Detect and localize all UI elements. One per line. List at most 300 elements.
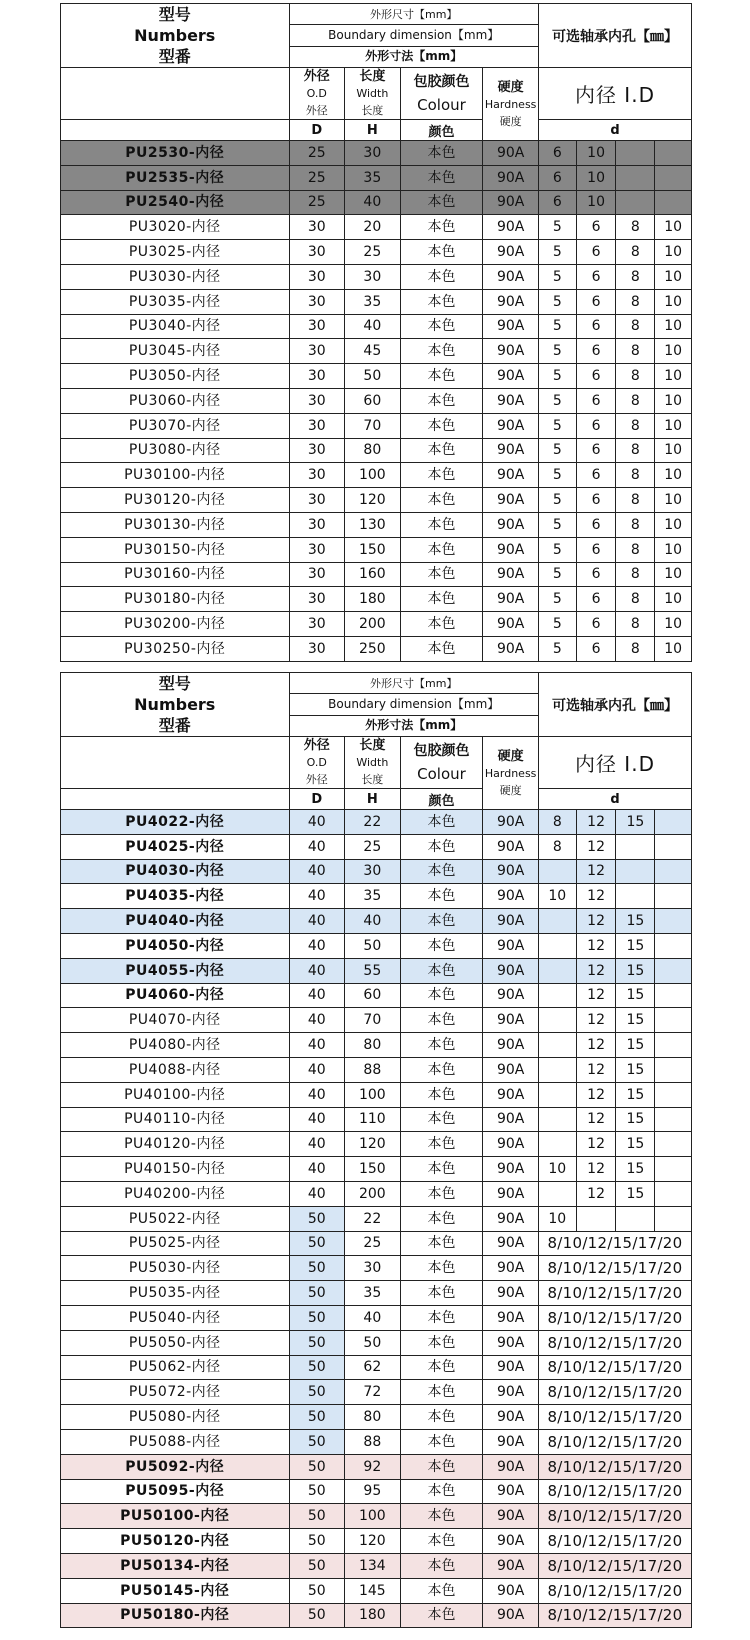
width-value: 100 (345, 463, 401, 488)
bore-options: 8/10/12/15/17/20 (538, 1553, 691, 1578)
model-number: PU4030-内径 (61, 859, 290, 884)
bore-option (538, 1082, 576, 1107)
width-value: 35 (345, 884, 401, 909)
table-row (61, 264, 692, 289)
model-number: PU5088-内径 (61, 1429, 290, 1454)
bore-option (655, 1181, 692, 1206)
bore-option: 6 (576, 364, 616, 389)
table-row (61, 215, 692, 240)
symbol-color: 颜色 (400, 120, 483, 141)
outer-diameter: 30 (289, 488, 345, 513)
bore-option: 6 (576, 215, 616, 240)
outer-diameter: 50 (289, 1405, 345, 1430)
colour-value: 本色 (400, 1157, 483, 1182)
table-row (61, 438, 692, 463)
bore-option: 15 (616, 1057, 655, 1082)
model-number: PU30150-内径 (61, 537, 290, 562)
outer-diameter: 50 (289, 1529, 345, 1554)
width-value: 100 (345, 1082, 401, 1107)
bore-option: 6 (576, 413, 616, 438)
outer-diameter: 50 (289, 1305, 345, 1330)
bore-option (655, 834, 692, 859)
bore-option: 8 (616, 438, 655, 463)
table-row (61, 512, 692, 537)
table-row (61, 958, 692, 983)
bore-options: 8/10/12/15/17/20 (538, 1256, 691, 1281)
hardness-value: 90A (483, 1479, 539, 1504)
numbers-header-cell (61, 4, 290, 68)
hardness-header: 硬度 Hardness 硬度 (483, 737, 539, 810)
hardness-value: 90A (483, 909, 539, 934)
outer-diameter: 30 (289, 463, 345, 488)
hardness-value: 90A (483, 364, 539, 389)
bore-option: 5 (538, 364, 576, 389)
table-row (61, 1355, 692, 1380)
numbers-header-en: Numbers (134, 695, 216, 714)
bore-option (616, 884, 655, 909)
bore-option (655, 1206, 692, 1231)
bore-option: 10 (655, 364, 692, 389)
table-row (61, 1429, 692, 1454)
bore-option: 8 (538, 834, 576, 859)
colour-value: 本色 (400, 1206, 483, 1231)
bore-option: 10 (655, 240, 692, 265)
width-value: 120 (345, 1529, 401, 1554)
bore-option: 5 (538, 388, 576, 413)
bore-option (655, 983, 692, 1008)
bore-option (538, 1033, 576, 1058)
bore-option: 6 (576, 512, 616, 537)
colour-value: 本色 (400, 240, 483, 265)
width-value: 70 (345, 413, 401, 438)
colour-value: 本色 (400, 1553, 483, 1578)
colour-value: 本色 (400, 1454, 483, 1479)
width-value: 30 (345, 859, 401, 884)
width-value: 40 (345, 909, 401, 934)
bore-option: 5 (538, 562, 576, 587)
outer-diameter: 30 (289, 438, 345, 463)
bore-option: 6 (576, 537, 616, 562)
bore-option: 5 (538, 463, 576, 488)
table-row (61, 933, 692, 958)
table-row (61, 190, 692, 215)
bore-option: 8 (616, 289, 655, 314)
width-value: 40 (345, 1305, 401, 1330)
width-value: 88 (345, 1429, 401, 1454)
hardness-value: 90A (483, 1603, 539, 1628)
bore-option: 15 (616, 958, 655, 983)
width-value: 120 (345, 488, 401, 513)
numbers-header-cn: 型号 (158, 5, 191, 24)
symbol-d-lower: d (538, 120, 691, 141)
colour-value: 本色 (400, 810, 483, 835)
outer-diameter: 30 (289, 587, 345, 612)
bore-option: 8 (538, 810, 576, 835)
bore-option: 8 (616, 463, 655, 488)
outer-diameter: 50 (289, 1553, 345, 1578)
od-header: 外径 O.D 外径 (289, 68, 345, 120)
outer-diameter: 40 (289, 1157, 345, 1182)
table-row (61, 1305, 692, 1330)
hardness-value: 90A (483, 1033, 539, 1058)
bore-option: 10 (655, 537, 692, 562)
table-row (61, 810, 692, 835)
table-row (61, 537, 692, 562)
bore-option: 15 (616, 1082, 655, 1107)
colour-value: 本色 (400, 438, 483, 463)
bore-option: 12 (576, 1033, 616, 1058)
hardness-value: 90A (483, 1355, 539, 1380)
model-number: PU5030-内径 (61, 1256, 290, 1281)
colour-value: 本色 (400, 1281, 483, 1306)
symbol-h: H (345, 120, 401, 141)
hardness-value: 90A (483, 165, 539, 190)
bore-option: 6 (576, 314, 616, 339)
width-value: 35 (345, 1281, 401, 1306)
hardness-value: 90A (483, 264, 539, 289)
model-number: PU40100-内径 (61, 1082, 290, 1107)
bore-option: 10 (655, 215, 692, 240)
colour-value: 本色 (400, 512, 483, 537)
bore-option (538, 909, 576, 934)
width-value: 30 (345, 141, 401, 166)
hardness-value: 90A (483, 859, 539, 884)
width-value: 120 (345, 1132, 401, 1157)
bore-option: 5 (538, 413, 576, 438)
dimension-header-en: Boundary dimension【mm】 (289, 25, 538, 46)
bore-option: 10 (655, 612, 692, 637)
hardness-value: 90A (483, 933, 539, 958)
symbol-h: H (345, 789, 401, 810)
bore-option (655, 190, 692, 215)
od-header: 外径 O.D 外径 (289, 737, 345, 789)
bore-option: 10 (655, 463, 692, 488)
table-row (61, 909, 692, 934)
bore-option: 8 (616, 587, 655, 612)
bore-option (538, 1008, 576, 1033)
table-row (61, 314, 692, 339)
table-row (61, 1033, 692, 1058)
table-row (61, 834, 692, 859)
hardness-value: 90A (483, 1231, 539, 1256)
width-value: 22 (345, 1206, 401, 1231)
hardness-value: 90A (483, 1578, 539, 1603)
colour-value: 本色 (400, 1057, 483, 1082)
dimension-header-jp: 外形寸法【mm】 (289, 715, 538, 736)
outer-diameter: 40 (289, 1008, 345, 1033)
colour-value: 本色 (400, 1033, 483, 1058)
outer-diameter: 40 (289, 933, 345, 958)
bore-option (655, 141, 692, 166)
bore-option: 15 (616, 983, 655, 1008)
bore-option: 6 (538, 165, 576, 190)
outer-diameter: 40 (289, 983, 345, 1008)
hardness-value: 90A (483, 834, 539, 859)
hardness-value: 90A (483, 215, 539, 240)
bore-option: 15 (616, 1107, 655, 1132)
bore-option (576, 1206, 616, 1231)
bore-options: 8/10/12/15/17/20 (538, 1231, 691, 1256)
dimension-header-cn: 外形尺寸【mm】 (289, 4, 538, 25)
outer-diameter: 40 (289, 1181, 345, 1206)
outer-diameter: 40 (289, 909, 345, 934)
model-number: PU5025-内径 (61, 1231, 290, 1256)
model-number: PU50180-内径 (61, 1603, 290, 1628)
bore-option (655, 859, 692, 884)
outer-diameter: 40 (289, 1082, 345, 1107)
table-row (61, 1107, 692, 1132)
bore-option (616, 834, 655, 859)
width-value: 35 (345, 289, 401, 314)
width-value: 40 (345, 190, 401, 215)
width-value: 45 (345, 339, 401, 364)
bore-option: 12 (576, 859, 616, 884)
bore-option: 8 (616, 612, 655, 637)
hardness-value: 90A (483, 463, 539, 488)
outer-diameter: 25 (289, 190, 345, 215)
bore-option (538, 1132, 576, 1157)
table-row (61, 1008, 692, 1033)
bore-option: 6 (576, 612, 616, 637)
hardness-value: 90A (483, 1256, 539, 1281)
model-number: PU4055-内径 (61, 958, 290, 983)
bore-option: 5 (538, 587, 576, 612)
table-row (61, 1603, 692, 1628)
hardness-value: 90A (483, 537, 539, 562)
width-value: 25 (345, 834, 401, 859)
outer-diameter: 40 (289, 859, 345, 884)
hardness-value: 90A (483, 1454, 539, 1479)
bore-option (655, 1057, 692, 1082)
hardness-value: 90A (483, 1330, 539, 1355)
table-row (61, 884, 692, 909)
width-header: 长度 Width 长度 (345, 68, 401, 120)
table-row (61, 1157, 692, 1182)
bore-option (655, 165, 692, 190)
model-number: PU5080-内径 (61, 1405, 290, 1430)
bore-option: 5 (538, 240, 576, 265)
bore-option: 15 (616, 810, 655, 835)
bore-option: 12 (576, 884, 616, 909)
table-row (61, 1578, 692, 1603)
table-row (61, 587, 692, 612)
width-value: 145 (345, 1578, 401, 1603)
bore-option: 10 (538, 1157, 576, 1182)
outer-diameter: 50 (289, 1330, 345, 1355)
colour-value: 本色 (400, 463, 483, 488)
hardness-value: 90A (483, 438, 539, 463)
bore-option: 10 (655, 289, 692, 314)
width-value: 80 (345, 438, 401, 463)
hardness-value: 90A (483, 1429, 539, 1454)
bore-option (616, 1206, 655, 1231)
model-number: PU5040-内径 (61, 1305, 290, 1330)
table-row (61, 1181, 692, 1206)
table-body (61, 810, 692, 1628)
hardness-value: 90A (483, 884, 539, 909)
outer-diameter: 30 (289, 240, 345, 265)
outer-diameter: 40 (289, 1107, 345, 1132)
dimension-header-en: Boundary dimension【mm】 (289, 694, 538, 715)
table-row (61, 612, 692, 637)
bore-option (655, 958, 692, 983)
bore-option: 6 (576, 240, 616, 265)
outer-diameter: 30 (289, 264, 345, 289)
hardness-value: 90A (483, 958, 539, 983)
model-number: PU3045-内径 (61, 339, 290, 364)
bore-option: 6 (538, 190, 576, 215)
bore-options: 8/10/12/15/17/20 (538, 1479, 691, 1504)
hardness-value: 90A (483, 1281, 539, 1306)
bore-option: 5 (538, 289, 576, 314)
colour-value: 本色 (400, 1355, 483, 1380)
hardness-value: 90A (483, 240, 539, 265)
model-number: PU4070-内径 (61, 1008, 290, 1033)
hardness-value: 90A (483, 1057, 539, 1082)
model-number: PU5022-内径 (61, 1206, 290, 1231)
bore-option (655, 810, 692, 835)
hardness-value: 90A (483, 339, 539, 364)
model-number: PU2535-内径 (61, 165, 290, 190)
outer-diameter: 25 (289, 165, 345, 190)
table-row (61, 1330, 692, 1355)
colour-value: 本色 (400, 612, 483, 637)
hardness-header: 硬度 Hardness 硬度 (483, 68, 539, 141)
hardness-value: 90A (483, 413, 539, 438)
model-number: PU2540-内径 (61, 190, 290, 215)
outer-diameter: 50 (289, 1256, 345, 1281)
bore-option (538, 983, 576, 1008)
model-number: PU5072-内径 (61, 1380, 290, 1405)
bore-option (655, 884, 692, 909)
model-number: PU2530-内径 (61, 141, 290, 166)
header-row (61, 673, 692, 694)
table-row (61, 1454, 692, 1479)
bore-option: 5 (538, 537, 576, 562)
colour-header: 包胶颜色 Colour (400, 68, 483, 120)
bore-option (655, 1107, 692, 1132)
table-row (61, 1405, 692, 1430)
colour-value: 本色 (400, 1578, 483, 1603)
colour-value: 本色 (400, 834, 483, 859)
colour-value: 本色 (400, 562, 483, 587)
model-number: PU4050-内径 (61, 933, 290, 958)
bore-option: 10 (655, 636, 692, 661)
width-value: 62 (345, 1355, 401, 1380)
colour-value: 本色 (400, 1330, 483, 1355)
outer-diameter: 40 (289, 1033, 345, 1058)
spec-table-40-50mm (60, 672, 692, 1628)
bore-option: 15 (616, 1157, 655, 1182)
model-number: PU3080-内径 (61, 438, 290, 463)
bore-option: 10 (655, 587, 692, 612)
hardness-value: 90A (483, 1380, 539, 1405)
colour-value: 本色 (400, 636, 483, 661)
model-number: PU30160-内径 (61, 562, 290, 587)
colour-value: 本色 (400, 933, 483, 958)
model-number: PU3070-内径 (61, 413, 290, 438)
colour-value: 本色 (400, 1231, 483, 1256)
model-number: PU5050-内径 (61, 1330, 290, 1355)
table-body (61, 141, 692, 662)
numbers-header-cell (61, 673, 290, 737)
model-number: PU4040-内径 (61, 909, 290, 934)
model-number: PU30180-内径 (61, 587, 290, 612)
bore-option: 8 (616, 537, 655, 562)
bore-option: 6 (576, 463, 616, 488)
colour-value: 本色 (400, 1082, 483, 1107)
model-number: PU4060-内径 (61, 983, 290, 1008)
bore-option: 8 (616, 413, 655, 438)
hardness-value: 90A (483, 636, 539, 661)
width-value: 160 (345, 562, 401, 587)
bore-header: 可选轴承内孔【㎜】 (538, 673, 691, 737)
bore-options: 8/10/12/15/17/20 (538, 1355, 691, 1380)
colour-value: 本色 (400, 1107, 483, 1132)
bore-option: 6 (576, 388, 616, 413)
bore-options: 8/10/12/15/17/20 (538, 1380, 691, 1405)
colour-value: 本色 (400, 1405, 483, 1430)
model-number: PU50145-内径 (61, 1578, 290, 1603)
width-value: 35 (345, 165, 401, 190)
bore-option: 15 (616, 1033, 655, 1058)
colour-value: 本色 (400, 1132, 483, 1157)
model-number: PU50120-内径 (61, 1529, 290, 1554)
outer-diameter: 30 (289, 314, 345, 339)
table-row (61, 859, 692, 884)
numbers-header-jp: 型番 (158, 716, 191, 735)
width-value: 20 (345, 215, 401, 240)
bore-option: 8 (616, 240, 655, 265)
hardness-value: 90A (483, 562, 539, 587)
bore-options: 8/10/12/15/17/20 (538, 1603, 691, 1628)
outer-diameter: 40 (289, 810, 345, 835)
width-header: 长度 Width 长度 (345, 737, 401, 789)
colour-value: 本色 (400, 289, 483, 314)
model-number: PU5062-内径 (61, 1355, 290, 1380)
hardness-value: 90A (483, 612, 539, 637)
outer-diameter: 30 (289, 636, 345, 661)
model-number: PU4035-内径 (61, 884, 290, 909)
colour-value: 本色 (400, 215, 483, 240)
width-value: 22 (345, 810, 401, 835)
colour-value: 本色 (400, 909, 483, 934)
bore-option (655, 1008, 692, 1033)
symbol-row (61, 120, 692, 141)
model-number: PU3035-内径 (61, 289, 290, 314)
table-row (61, 983, 692, 1008)
width-value: 88 (345, 1057, 401, 1082)
bore-option: 6 (576, 488, 616, 513)
bore-option: 5 (538, 215, 576, 240)
model-number: PU50100-内径 (61, 1504, 290, 1529)
bore-option: 5 (538, 488, 576, 513)
model-number: PU4025-内径 (61, 834, 290, 859)
bore-option: 10 (576, 141, 616, 166)
model-number: PU3020-内径 (61, 215, 290, 240)
table-row (61, 289, 692, 314)
outer-diameter: 50 (289, 1206, 345, 1231)
width-value: 95 (345, 1479, 401, 1504)
table-row (61, 1529, 692, 1554)
bore-option: 10 (655, 264, 692, 289)
outer-diameter: 50 (289, 1454, 345, 1479)
width-value: 55 (345, 958, 401, 983)
table-row (61, 364, 692, 389)
bore-option: 8 (616, 512, 655, 537)
bore-option: 12 (576, 810, 616, 835)
colour-value: 本色 (400, 413, 483, 438)
